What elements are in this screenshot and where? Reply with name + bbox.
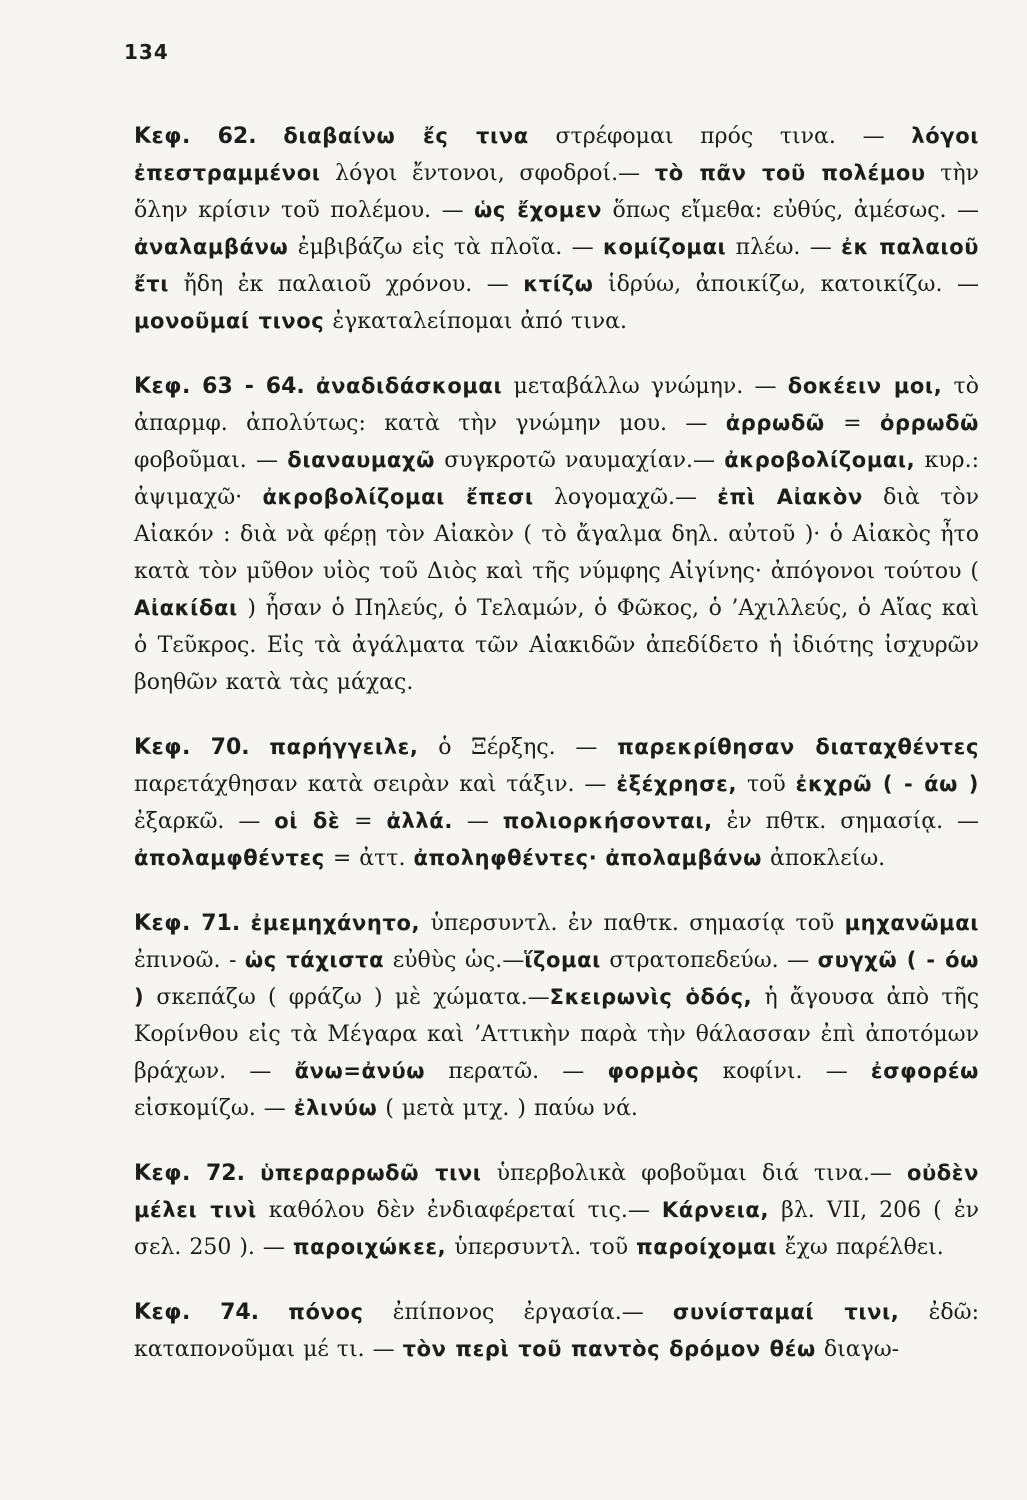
gloss-text: παρετάχθησαν κατὰ σειρὰν καὶ τάξιν. — (134, 772, 617, 797)
chapter-number: 63 - 64. (202, 374, 305, 399)
chapter-label: Κεφ. (134, 1161, 191, 1186)
note-body (134, 374, 979, 695)
chapter-note-71 (134, 905, 979, 1127)
gloss-text: βλ. VII, 206 ( ἐν σελ. 250 ). — (134, 1198, 979, 1260)
gloss-text: στρατοπεδεύω. — (600, 948, 818, 973)
headword: μονοῦμαί τινος (134, 309, 325, 333)
gloss-text: ἤδη ἐκ παλαιοῦ χρόνου. — (169, 272, 524, 297)
chapter-number: 71. (201, 911, 241, 936)
gloss-text: σκεπάζω ( φράζω ) μὲ χώματα.— (144, 985, 550, 1010)
chapter-label: Κεφ. (134, 124, 191, 149)
gloss-text: ἱδρύω, ἀποικίζω, κατοικίζω. — (593, 272, 979, 297)
gloss-text: τὴν ὅλην κρίσιν τοῦ πολέμου. — (134, 161, 980, 223)
chapter-label: Κεφ. (134, 735, 191, 760)
gloss-text: τὸ ἀπαρμφ. ἀπολύτως: κατὰ τὴν γνώμην μου. — (134, 374, 979, 436)
chapter-number: 70. (210, 735, 250, 760)
headword: συνίσταμαί τινι, (672, 1300, 900, 1324)
gloss-text: ( μετὰ μτχ. ) παύω νά. (377, 1096, 638, 1121)
headword: ἀπολαμφθέντες (134, 846, 325, 870)
headword: ἄνω=ἀνύω (294, 1059, 426, 1083)
headword: οἱ δὲ (274, 809, 341, 833)
gloss-text: μεταβάλλω γνώμην. — (502, 374, 788, 399)
headword: ἀπολαμβάνω (605, 846, 762, 870)
page-number: 134 (124, 40, 169, 64)
headword: ἀναδιδάσκομαι (316, 374, 503, 398)
headword: ὡς τάχιστα (244, 948, 385, 972)
gloss-text: ἐπινοῶ. - (134, 948, 245, 973)
headword: οὐδὲν μέλει τινὶ (134, 1161, 979, 1222)
gloss-text: φοβοῦμαι. — (134, 448, 288, 473)
gloss-text: τοῦ (737, 772, 796, 797)
gloss-text: — (452, 809, 503, 834)
gloss-text: πλέω. — (726, 235, 842, 260)
headword: ἐσφορέω (870, 1059, 979, 1083)
gloss-text: ἀποκλείω. (761, 846, 886, 871)
headword: παροιχώκεε, (292, 1235, 447, 1259)
chapter-note-63-64 (134, 368, 979, 701)
gloss-text: ἐξαρκῶ. — (134, 809, 275, 834)
chapter-number: 72. (206, 1161, 245, 1186)
headword: ὑπεραρρωδῶ τινι (260, 1161, 482, 1185)
chapter-note-62 (134, 118, 979, 340)
headword: Κάρνεια, (661, 1198, 770, 1222)
gloss-text: κυρ.: ἀψιμαχῶ· (134, 448, 979, 510)
gloss-text: ὅπως εἴμεθα: εὐθύς, ἀμέσως. — (602, 198, 979, 223)
chapter-number: 62. (217, 124, 257, 149)
headword: ἀναλαμβάνω (134, 235, 289, 259)
headword: παρήγγειλε, (269, 735, 419, 759)
gloss-text: λογομαχῶ.— (533, 485, 718, 510)
headword: ἀλλά. (386, 809, 453, 833)
headword: ἀκροβολίζομαι, (724, 448, 916, 472)
headword: ὡς ἔχομεν (474, 198, 603, 222)
gloss-text: κοφίνι. — (699, 1059, 871, 1084)
headword: μηχανῶμαι (844, 911, 980, 935)
headword: ἐξέχρησε, (616, 772, 738, 796)
gloss-text: ) ἦσαν ὁ Πηλεύς, ὁ Τελαμών, ὁ Φῶκος, ὁ ’Αχιλλεύς, ὁ Αἴας καὶ ὁ Τεῦκρος. Εἰς τὰ ἀγάλματα τῶν Αἰακιδῶν ἀπεδίδετο ἡ ἰδιότης ἰσχυρῶν βοηθῶν κατὰ τὰς μάχας. (134, 596, 979, 695)
headword: φορμὸς (607, 1059, 700, 1083)
note-body (134, 1300, 979, 1362)
note-body (134, 911, 979, 1121)
headword: παροίχομαι (636, 1235, 777, 1259)
gloss-text: ἡ ἄγουσα ἀπὸ τῆς Κορίνθου εἰς τὰ Μέγαρα καὶ ’Αττικὴν παρὰ τὴν θάλασσαν ἐπὶ ἀποτόμων βράχων. — (134, 985, 980, 1084)
gloss-text: συγκροτῶ ναυμαχίαν.— (434, 448, 725, 473)
gloss-text: καθόλου δὲν ἐνδιαφέρεταί τις.— (256, 1198, 662, 1223)
gloss-text: εἰσκομίζω. — (134, 1096, 294, 1121)
headword: Σκειρωνὶς ὁδός, (549, 985, 753, 1009)
headword: ἐκ παλαιοῦ ἔτι (134, 235, 980, 296)
gloss-text: ἐν πθτκ. σημασίᾳ. — (712, 809, 979, 834)
note-body (134, 1161, 979, 1260)
gloss-text: = (824, 411, 880, 436)
gloss-text: = ἀττ. (324, 846, 414, 871)
headword: συγχῶ ( - όω ) (134, 948, 980, 1009)
gloss-text: ὑπερβολικὰ φοβοῦμαι διά τινα.— (481, 1161, 907, 1186)
headword: Αἰακίδαι (134, 596, 238, 620)
note-body (134, 735, 979, 871)
chapter-note-72 (134, 1155, 979, 1266)
gloss-text: διὰ τὸν Αἰακόν : διὰ νὰ φέρῃ τὸν Αἰακὸν ( τὸ ἄγαλμα δηλ. αὐτοῦ )· ὁ Αἰακὸς ἦτο κατὰ τὸν μῦθον υἱὸς τοῦ Διὸς καὶ τῆς νύμφης Αἰγίνης· ἀπόγονοι τούτου ( (134, 485, 979, 584)
note-body (134, 124, 979, 334)
chapter-label: Κεφ. (134, 374, 191, 399)
gloss-text: ἔχω παρέλθει. (776, 1235, 944, 1260)
headword: λόγοι ἐπεστραμμένοι (134, 124, 980, 185)
headword: ἐμεμηχάνητο, (250, 911, 421, 935)
headword: ὀρρωδῶ (879, 411, 979, 435)
gloss-text: ἐδῶ: καταπονοῦμαι μέ τι. — (134, 1300, 979, 1362)
gloss-text: εὐθὺς ὡς.— (384, 948, 525, 973)
headword: ἐπὶ Αἰακὸν (717, 485, 863, 509)
headword: τὸν περὶ τοῦ παντὸς δρόμον θέω (402, 1337, 816, 1361)
headword: τὸ πᾶν τοῦ πολέμου (654, 161, 926, 185)
headword: δοκέειν μοι, (787, 374, 943, 398)
gloss-text: = (340, 809, 387, 834)
headword: ἀποληφθέντες· (413, 846, 598, 870)
chapter-note-70 (134, 729, 979, 877)
chapter-label: Κεφ. (134, 1300, 191, 1325)
headword: ἐκχρῶ ( - άω ) (795, 772, 979, 796)
gloss-text: στρέφομαι πρός τινα. — (528, 124, 912, 149)
gloss-text: περατῶ. — (425, 1059, 608, 1084)
headword: πόνος (288, 1300, 364, 1324)
gloss-text: ὑπερσυντλ. ἐν παθτκ. σημασίᾳ τοῦ (420, 911, 845, 936)
gloss-text: ἐμβιβάζω εἰς τὰ πλοῖα. — (288, 235, 603, 260)
chapter-note-74 (134, 1294, 979, 1368)
chapter-label: Κεφ. (134, 911, 191, 936)
headword: πολιορκήσονται, (502, 809, 713, 833)
headword: διαβαίνω ἔς τινα (283, 124, 529, 148)
gloss-text: λόγοι ἔντονοι, σφοδροί.— (320, 161, 655, 186)
headword: ἀρρωδῶ (725, 411, 825, 435)
gloss-text: ἐπίπονος ἐργασία.— (363, 1300, 673, 1325)
headword: κτίζω (523, 272, 594, 296)
headword: κομίζομαι (603, 235, 727, 259)
commentary-text (134, 96, 979, 1396)
gloss-text: ὁ Ξέρξης. — (418, 735, 618, 760)
headword: διαναυμαχῶ (287, 448, 435, 472)
gloss-text: διαγω- (815, 1337, 900, 1362)
gloss-text: ἐγκαταλείπομαι ἀπό τινα. (324, 309, 627, 334)
headword: ἐλινύω (293, 1096, 378, 1120)
gloss-text: ὑπερσυντλ. τοῦ (446, 1235, 637, 1260)
headword: ἵζομαι (524, 948, 601, 972)
chapter-number: 74. (220, 1300, 260, 1325)
headword: ἀκροβολίζομαι ἔπεσι (262, 485, 534, 509)
headword: παρεκρίθησαν διαταχθέντες (617, 735, 979, 759)
